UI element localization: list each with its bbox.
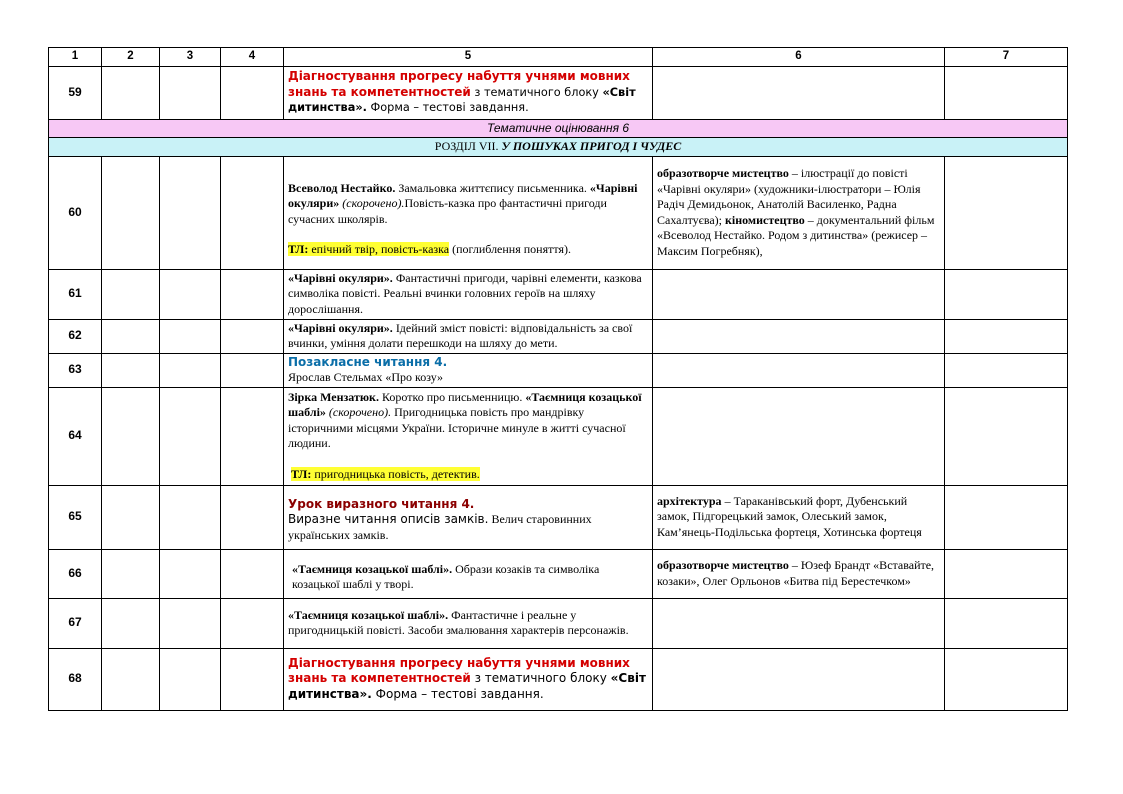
table-row (49, 353, 1068, 387)
topic-text: Повість-казка про фантастичні пригоди сучасних школярів. (288, 196, 607, 226)
section-prefix: РОЗДІЛ VII. (434, 139, 502, 153)
empty-cell (221, 269, 284, 319)
empty-cell (160, 353, 221, 387)
topic-text: Фантастичне і реальне у пригодницькій повісті. Засоби змалювання характерів персонажів. (288, 607, 629, 637)
art-text: – документальний фільм «Всеволод Нестайко. Родом з дитинства» (режисер – Максим Погребняк), (657, 212, 935, 258)
diagnostics-title: Діагностування прогресу набуття учнями мовних знань та компетентностей (288, 69, 630, 99)
empty-cell (945, 485, 1068, 549)
art-type: архітектура (657, 493, 722, 508)
section-theme: Тематичне оцінювання 6 (49, 119, 1068, 138)
topic-text: Форма – тестові завдання. (366, 101, 529, 115)
empty-cell (945, 156, 1068, 269)
topic-text: (поглиблення поняття). (449, 242, 571, 256)
lesson-topic (284, 648, 653, 710)
empty-cell (221, 549, 284, 598)
topic-text: з тематичного блоку (470, 85, 603, 99)
topic-text: Ярослав Стельмах «Про козу» (288, 370, 443, 384)
empty-cell (221, 648, 284, 710)
art-text: – Юзеф Брандт «Вставайте, козаки», Олег Орльонов «Битва під Берестечком» (657, 558, 935, 588)
table-row (49, 319, 1068, 353)
lesson-number: 66 (49, 549, 102, 598)
table-row (49, 485, 1068, 549)
work-title: «Чарівні окуляри». (288, 320, 393, 335)
lesson-number: 61 (49, 269, 102, 319)
lesson-number: 68 (49, 648, 102, 710)
section-theme-row (49, 119, 1068, 138)
empty-cell (945, 66, 1068, 119)
empty-cell (102, 598, 160, 648)
empty-cell (221, 485, 284, 549)
work-title: «Чарівні окуляри». (288, 270, 393, 285)
art-type: образотворче мистецтво (657, 558, 789, 572)
header-cell: 1 (49, 48, 102, 67)
empty-cell (160, 485, 221, 549)
lesson-number: 64 (49, 387, 102, 485)
art-links (653, 549, 945, 598)
empty-cell (102, 319, 160, 353)
empty-cell (653, 648, 945, 710)
empty-cell (160, 269, 221, 319)
topic-text: Замальовка життєпису письменника. (395, 180, 587, 195)
empty-cell (160, 319, 221, 353)
lesson-number: 62 (49, 319, 102, 353)
lesson-number: 60 (49, 156, 102, 269)
header-cell: 6 (653, 48, 945, 67)
empty-cell (221, 319, 284, 353)
topic-text: Виразне читання описів замків. (288, 512, 489, 527)
empty-cell (653, 598, 945, 648)
lesson-number: 65 (49, 485, 102, 549)
empty-cell (160, 598, 221, 648)
art-type: кіномистецтво (725, 212, 805, 227)
empty-cell (221, 598, 284, 648)
art-text: – ілюстрації до повісті «Чарівні окуляри» (художники-ілюстратори – Юлія Радіч Демидьонок, Анатолій Василенко, Радна Сахалтуєва); (657, 166, 921, 227)
empty-cell (102, 549, 160, 598)
empty-cell (945, 549, 1068, 598)
empty-cell (102, 269, 160, 319)
topic-text: Фантастичні пригоди, чарівні елементи, казкова символіка повісті. Реальні вчинки головних героїв на шляху дорослішання. (288, 270, 642, 316)
extra-reading-title: Позакласне читання 4. (288, 354, 448, 369)
tl-label: ТЛ: (288, 242, 309, 256)
lesson-topic (284, 156, 653, 269)
empty-cell (160, 387, 221, 485)
empty-cell (221, 353, 284, 387)
lesson-number: 59 (49, 66, 102, 119)
topic-text: з тематичного блоку (470, 671, 611, 686)
lesson-number: 67 (49, 598, 102, 648)
section-title (49, 138, 1068, 157)
empty-cell (102, 648, 160, 710)
table-row (49, 387, 1068, 485)
empty-cell (221, 387, 284, 485)
empty-cell (102, 156, 160, 269)
expressive-reading-title: Урок виразного читання 4. (288, 496, 475, 511)
diagnostics-title: Діагностування прогресу набуття учнями мовних знань та компетентностей (288, 655, 630, 686)
tl-label: ТЛ: (291, 466, 312, 481)
lesson-topic (284, 485, 653, 549)
empty-cell (945, 387, 1068, 485)
table-row (49, 269, 1068, 319)
lesson-number: 63 (49, 353, 102, 387)
empty-cell (653, 387, 945, 485)
topic-bold: «Світ дитинства». (288, 671, 646, 701)
lesson-topic (284, 269, 653, 319)
empty-cell (102, 485, 160, 549)
empty-cell (102, 66, 160, 119)
topic-text: Велич старовинних українських замків. (288, 512, 592, 542)
lesson-plan-table (48, 47, 1068, 711)
header-cell: 7 (945, 48, 1068, 67)
lesson-topic (284, 319, 653, 353)
tl-text: пригодницька повість, детектив. (311, 466, 480, 481)
empty-cell (653, 269, 945, 319)
art-text: – Тараканівський форт, Дубенський замок, Підгорецький замок, Олеський замок, Кам’янець-Подільська фортеця, Хотинська фортеця (657, 493, 922, 539)
empty-cell (221, 156, 284, 269)
topic-text: Форма – тестові завдання. (371, 686, 544, 701)
empty-cell (160, 66, 221, 119)
lesson-topic (284, 598, 653, 648)
art-links (653, 156, 945, 269)
topic-text: Пригодницька повість про мандрівку історичними місцями України. Історичне минуле в житті сучасної людини. (288, 405, 626, 451)
empty-cell (945, 319, 1068, 353)
header-cell: 4 (221, 48, 284, 67)
work-title: «Чарівні окуляри» (288, 180, 638, 210)
empty-cell (945, 648, 1068, 710)
lesson-topic (284, 387, 653, 485)
empty-cell (945, 269, 1068, 319)
topic-note: (скорочено). (325, 405, 392, 420)
work-title: «Таємниця козацької шаблі». (292, 561, 453, 576)
header-cell: 5 (284, 48, 653, 67)
author-name: Зірка Мензатюк. (288, 389, 379, 404)
section-name: У ПОШУКАХ ПРИГОД І ЧУДЕС (501, 139, 682, 153)
topic-text: Ідейний зміст повісті: відповідальність за свої вчинки, уміння долати перешкоди на шляху до мети. (288, 320, 633, 350)
header-cell: 3 (160, 48, 221, 67)
table-row (49, 598, 1068, 648)
empty-cell (102, 353, 160, 387)
header-cell: 2 (102, 48, 160, 67)
table-row (49, 66, 1068, 119)
empty-cell (653, 66, 945, 119)
art-links (653, 485, 945, 549)
topic-bold: «Світ дитинства». (288, 85, 636, 115)
lesson-topic (284, 66, 653, 119)
empty-cell (160, 549, 221, 598)
topic-text: Образи козаків та символіка козацької шаблі у творі. (292, 561, 600, 591)
work-title: «Таємниця козацької шаблі». (288, 607, 449, 622)
empty-cell (160, 156, 221, 269)
empty-cell (653, 353, 945, 387)
tl-text: епічний твір, повість-казка (308, 242, 450, 256)
lesson-topic (284, 353, 653, 387)
topic-note: (скорочено). (339, 196, 405, 210)
empty-cell (102, 387, 160, 485)
work-title: «Таємниця козацької шаблі» (288, 389, 642, 420)
topic-text: Коротко про письменницю. (378, 389, 526, 404)
table-row (49, 648, 1068, 710)
empty-cell (653, 319, 945, 353)
header-row (49, 48, 1068, 67)
empty-cell (160, 648, 221, 710)
lesson-topic (284, 549, 653, 598)
empty-cell (221, 66, 284, 119)
empty-cell (945, 598, 1068, 648)
table-row (49, 549, 1068, 598)
author-name: Всеволод Нестайко. (288, 180, 396, 195)
section-title-row (49, 138, 1068, 157)
art-type: образотворче мистецтво (657, 166, 789, 180)
empty-cell (945, 353, 1068, 387)
table-row (49, 156, 1068, 269)
